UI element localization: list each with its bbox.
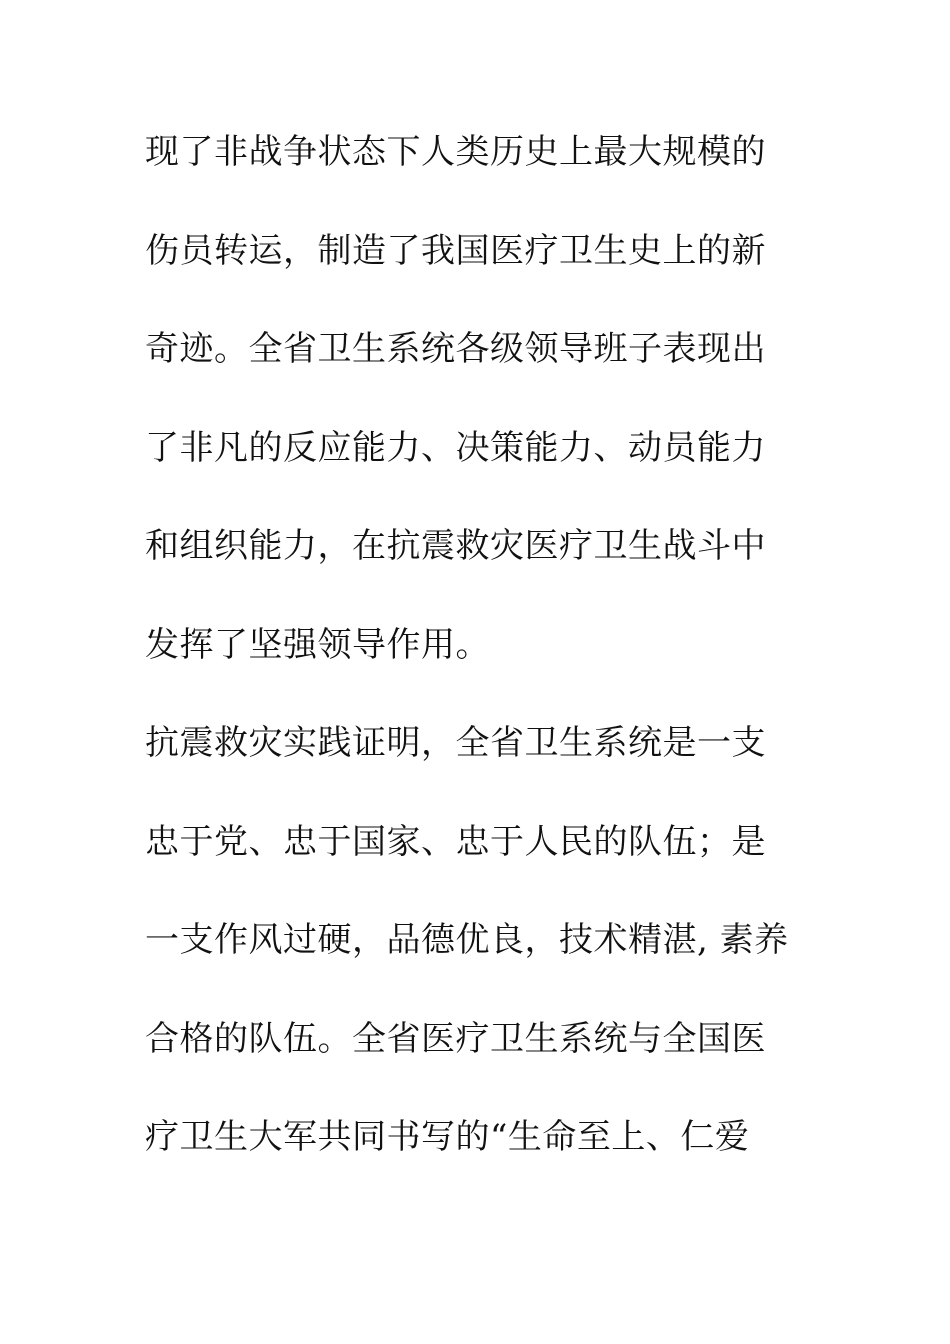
text-line: 忠于党、忠于国家、忠于人民的队伍；是 xyxy=(145,821,766,862)
text-line: 抗震救灾实践证明，全省卫生系统是一支 xyxy=(145,723,766,763)
text-line: 合格的队伍。全省医疗卫生系统与全国医 xyxy=(145,1018,766,1059)
text-line: 和组织能力，在抗震救灾医疗卫生战斗中 xyxy=(145,526,766,566)
text-line: 疗卫生大军共同书写的“生命至上、仁爱 xyxy=(145,1117,750,1157)
text-line: 了非凡的反应能力、决策能力、动员能力 xyxy=(145,427,766,468)
text-line: 一支作风过硬，品德优良，技术精湛, 素养 xyxy=(145,920,789,960)
text-line: 发挥了坚强领导作用。 xyxy=(145,624,490,665)
text-line: 现了非战争状态下人类历史上最大规模的 xyxy=(145,132,766,172)
body-text xyxy=(145,128,805,1212)
text-line: 伤员转运，制造了我国医疗卫生史上的新 xyxy=(145,230,766,271)
text-line: 奇迹。全省卫生系统各级领导班子表现出 xyxy=(145,329,766,369)
